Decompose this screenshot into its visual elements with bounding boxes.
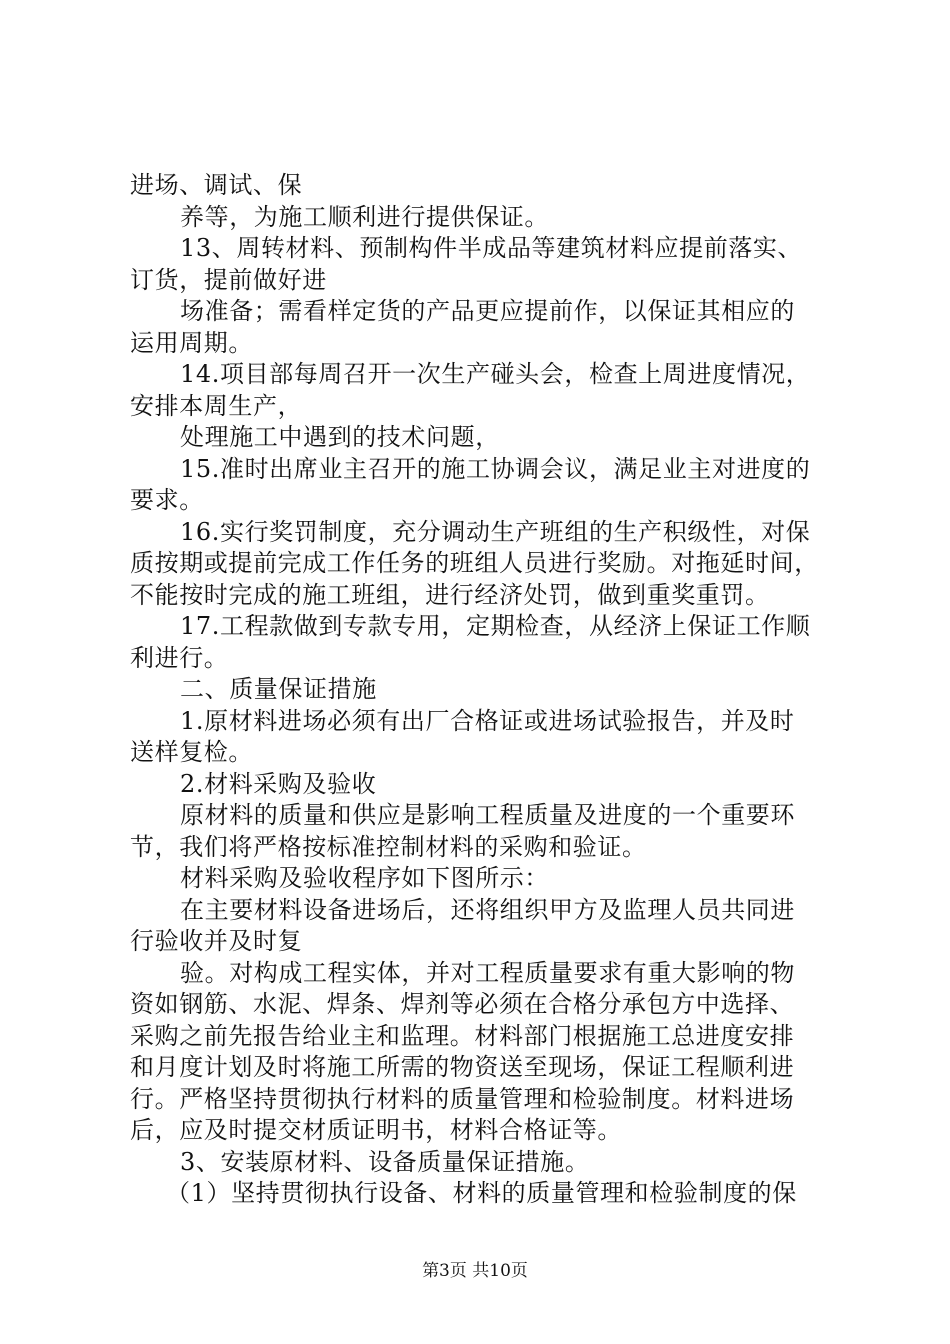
text-line: 二、质量保证措施 <box>180 675 377 703</box>
text-line: 处理施工中遇到的技术问题， <box>180 423 500 451</box>
text-line: 和月度计划及时将施工所需的物资送至现场，保证工程顺利进 <box>130 1053 795 1081</box>
text-line: 验。对构成工程实体，并对工程质量要求有重大影响的物 <box>180 958 795 987</box>
text-line: 行。严格坚持贯彻执行材料的质量管理和检验制度。材料进场 <box>130 1084 795 1113</box>
text-line: 不能按时完成的施工班组，进行经济处罚，做到重奖重罚。 <box>130 580 770 609</box>
text-line: 采购之前先报告给业主和监理。材料部门根据施工总进度安排 <box>130 1021 795 1050</box>
text-line: 3、安装原材料、设备质量保证措施。 <box>180 1147 590 1176</box>
text-line: （1）坚持贯彻执行设备、材料的质量管理和检验制度的保 <box>166 1179 797 1207</box>
text-line: 质按期或提前完成工作任务的班组人员进行奖励。对拖延时间， <box>130 549 819 577</box>
text-line: 养等，为施工顺利进行提供保证。 <box>180 202 549 231</box>
text-line: 2.材料采购及验收 <box>180 769 377 798</box>
text-line: 1.原材料进场必须有出厂合格证或进场试验报告，并及时 <box>180 706 795 735</box>
text-line: 16.实行奖罚制度，充分调动生产班组的生产积级性，对保 <box>180 517 811 546</box>
text-line: 安排本周生产， <box>130 391 303 420</box>
text-line: 送样复检。 <box>130 738 253 766</box>
text-line: 场准备；需看样定货的产品更应提前作，以保证其相应的 <box>180 297 795 325</box>
text-line: 资如钢筋、水泥、焊条、焊剂等必须在合格分承包方中选择、 <box>130 990 795 1018</box>
text-line: 运用周期。 <box>130 328 253 357</box>
body-text <box>130 170 835 1210</box>
text-line: 利进行。 <box>130 643 229 672</box>
text-line: 13、周转材料、预制构件半成品等建筑材料应提前落实、 <box>180 234 803 262</box>
text-line: 17.工程款做到专款专用，定期检查，从经济上保证工作顺 <box>180 612 811 640</box>
text-line: 后，应及时提交材质证明书，材料合格证等。 <box>130 1116 622 1144</box>
text-line: 要求。 <box>130 486 204 514</box>
text-line: 节，我们将严格按标准控制材料的采购和验证。 <box>130 832 647 861</box>
text-line: 15.准时出席业主召开的施工协调会议，满足业主对进度的 <box>180 454 811 483</box>
text-line: 材料采购及验收程序如下图所示： <box>180 864 549 892</box>
text-line: 订货，提前做好进 <box>130 265 327 294</box>
page-footer: 第3页 共10页 <box>422 1261 528 1281</box>
text-line: 在主要材料设备进场后，还将组织甲方及监理人员共同进 <box>180 895 795 924</box>
text-line: 行验收并及时复 <box>130 927 303 955</box>
text-line: 原材料的质量和供应是影响工程质量及进度的一个重要环 <box>180 801 795 829</box>
text-line: 14.项目部每周召开一次生产碰头会，检查上周进度情况， <box>180 360 811 388</box>
text-line: 进场、调试、保 <box>130 171 303 199</box>
